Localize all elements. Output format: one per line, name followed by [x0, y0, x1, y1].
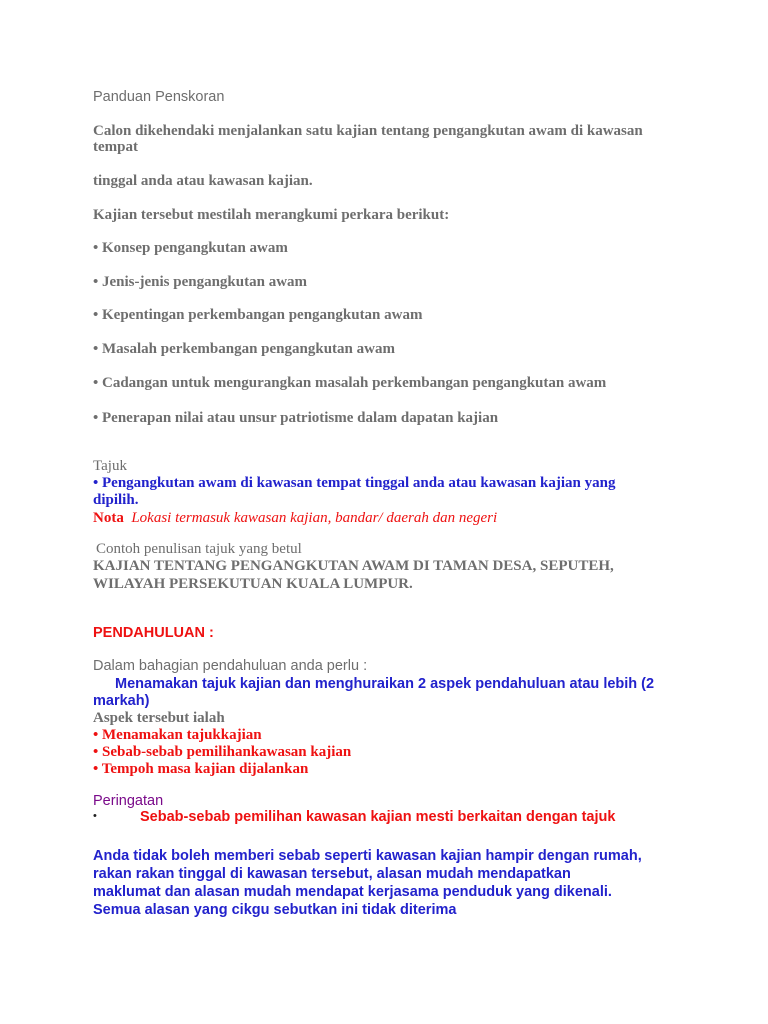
bullet-item: • Penerapan nilai atau unsur patriotisme dalam dapatan kajian: [93, 410, 499, 426]
tajuk-label: Tajuk: [93, 458, 127, 474]
contoh-line-1: KAJIAN TENTANG PENGANGKUTAN AWAM DI TAMAN DESA, SEPUTEH,: [93, 558, 614, 574]
bullet-item: • Masalah perkembangan pengangkutan awam: [93, 341, 395, 357]
aspek-item: • Sebab-sebab pemilihankawasan kajian: [93, 744, 352, 760]
bullet-item: • Jenis-jenis pengangkutan awam: [93, 274, 308, 290]
intro-line-2: tempat: [93, 139, 138, 155]
heading: Panduan Penskoran: [93, 89, 225, 105]
bullet-item: • Konsep pengangkutan awam: [93, 240, 288, 256]
aspek-item: • Menamakan tajukkajian: [93, 727, 262, 743]
peringatan-title: Peringatan: [93, 793, 164, 809]
note-line: Anda tidak boleh memberi sebab seperti kawasan kajian hampir dengan rumah,: [93, 848, 642, 864]
nota-line: [93, 510, 497, 527]
nota-label: Nota: [93, 510, 124, 526]
contoh-label: Contoh penulisan tajuk yang betul: [96, 541, 302, 557]
intro-line-1: Calon dikehendaki menjalankan satu kajian tentang pengangkutan awam di kawasan: [93, 123, 643, 139]
note-line: maklumat dan alasan mudah mendapat kerjasama penduduk yang dikenali.: [93, 884, 612, 900]
intro-line-3: tinggal anda atau kawasan kajian.: [93, 173, 313, 189]
tajuk-line-1: • Pengangkutan awam di kawasan tempat tinggal anda atau kawasan kajian yang: [93, 475, 616, 491]
pendahuluan-title: PENDAHULUAN :: [93, 625, 214, 641]
bullet-item: • Kepentingan perkembangan pengangkutan awam: [93, 307, 423, 323]
peringatan-bullet-text: Sebab-sebab pemilihan kawasan kajian mesti berkaitan dengan tajuk: [140, 809, 616, 825]
note-line: rakan rakan tinggal di kawasan tersebut, alasan mudah mendapatkan: [93, 866, 571, 882]
pendahuluan-intro: Dalam bahagian pendahuluan anda perlu :: [93, 658, 368, 674]
note-line: Semua alasan yang cikgu sebutkan ini tidak diterima: [93, 902, 457, 918]
nota-text: Lokasi termasuk kawasan kajian, bandar/ daerah dan negeri: [131, 510, 498, 526]
pendahuluan-task-1: Menamakan tajuk kajian dan menghuraikan 2 aspek pendahuluan atau lebih (2: [115, 676, 655, 692]
bullet-item: • Cadangan untuk mengurangkan masalah perkembangan pengangkutan awam: [93, 375, 607, 391]
contoh-line-2: WILAYAH PERSEKUTUAN KUALA LUMPUR.: [93, 576, 413, 592]
aspek-item: • Tempoh masa kajian dijalankan: [93, 761, 309, 777]
intro-line-4: Kajian tersebut mestilah merangkumi perkara berikut:: [93, 207, 450, 223]
aspek-label: Aspek tersebut ialah: [93, 710, 225, 726]
peringatan-bullet: •: [93, 810, 97, 822]
tajuk-line-2: dipilih.: [93, 492, 139, 508]
pendahuluan-task-2: markah): [93, 693, 150, 709]
